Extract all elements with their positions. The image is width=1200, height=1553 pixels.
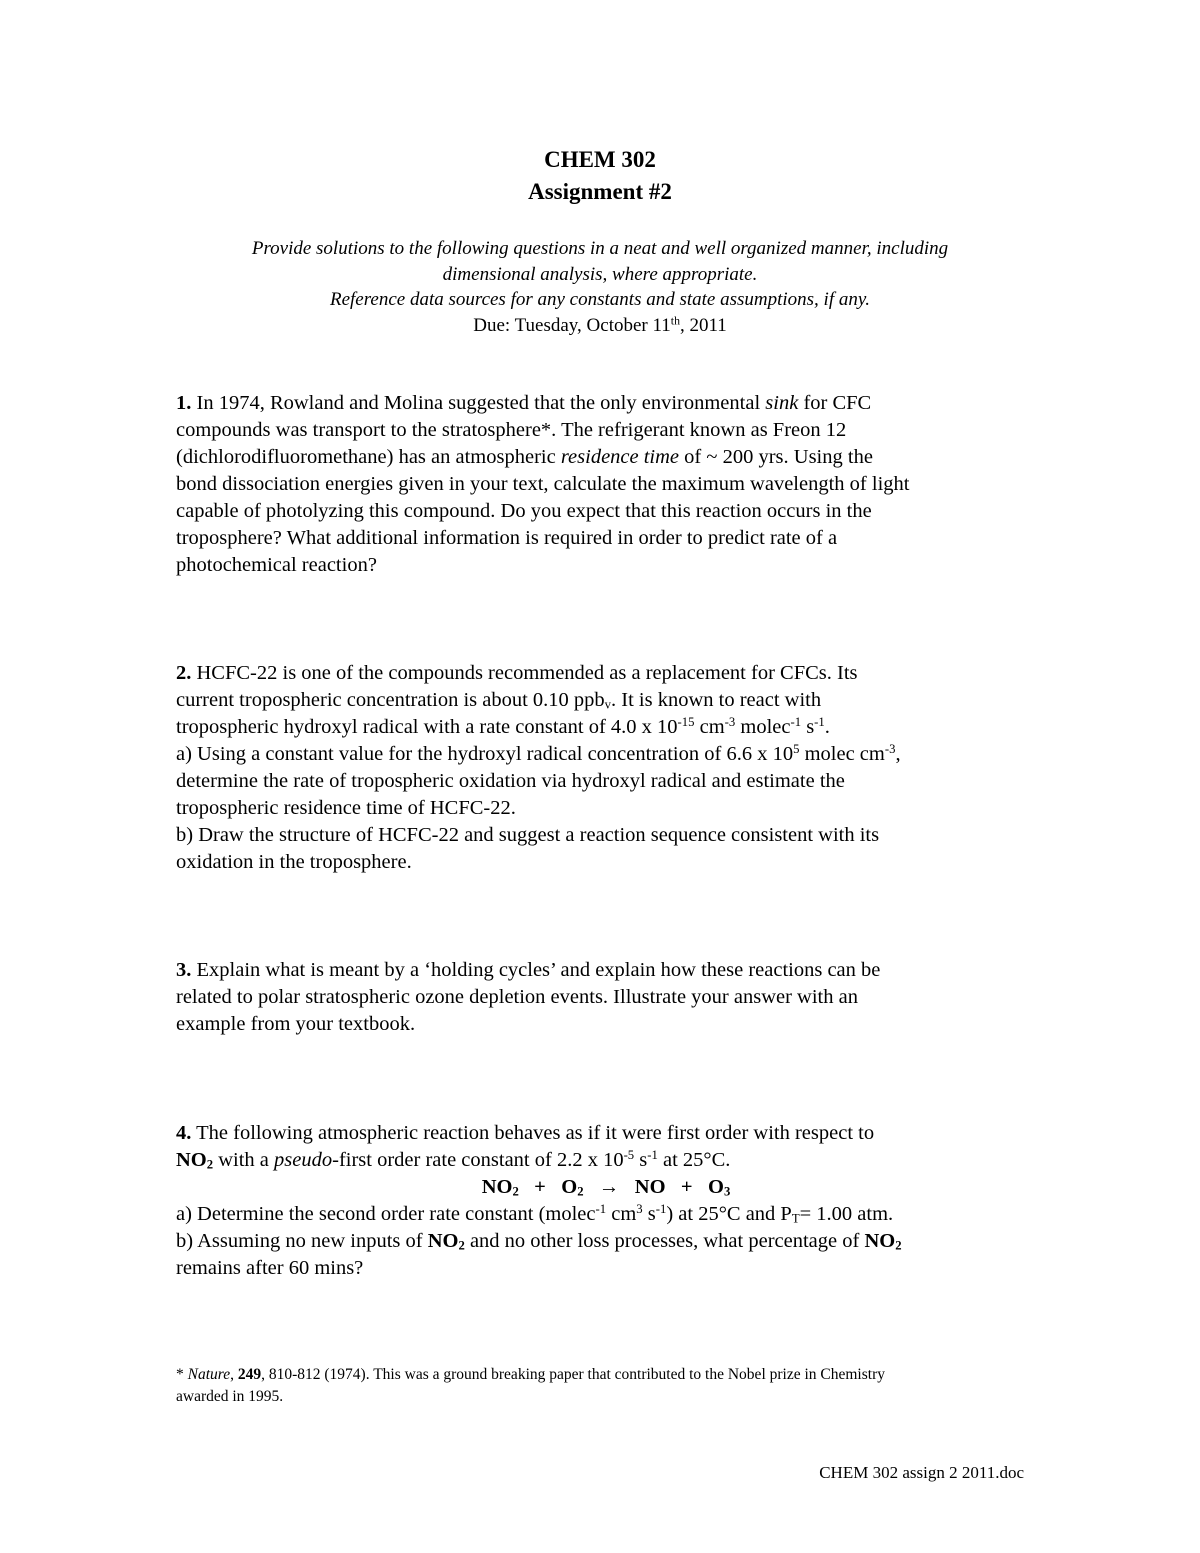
question-1 — [176, 390, 1036, 579]
question-2-line: oxidation in the troposphere. — [176, 851, 412, 873]
due-date-ordinal: th — [670, 314, 680, 328]
question-3-line: related to polar stratospheric ozone depletion events. Illustrate your answer with an — [176, 986, 858, 1008]
question-1-line: troposphere? What additional information is required in order to predict rate of a — [176, 527, 838, 549]
question-1-line: photochemical reaction? — [176, 554, 377, 576]
formula-no2: NO — [176, 1149, 207, 1171]
text: and no other loss processes, what percentage of — [464, 1230, 865, 1252]
question-2-line — [176, 741, 1036, 768]
question-2-line: determine the rate of tropospheric oxidation via hydroxyl radical and estimate the — [176, 770, 845, 792]
question-1-line — [176, 444, 1036, 471]
text: molec cm — [799, 743, 885, 765]
superscript: -3 — [884, 742, 896, 757]
question-4-line — [176, 1147, 1036, 1174]
text: tropospheric hydroxyl radical with a rate constant of 4.0 x 10 — [176, 716, 678, 738]
plus-sign: + — [665, 1176, 708, 1198]
superscript: -1 — [647, 1148, 658, 1163]
instructions — [150, 236, 1050, 338]
subscript: 2 — [458, 1238, 465, 1253]
question-2-line — [176, 660, 1036, 687]
product-no: NO — [634, 1176, 666, 1198]
question-number: 1. — [176, 392, 192, 414]
text: b) Assuming no new inputs of — [176, 1230, 428, 1252]
superscript: -1 — [814, 715, 825, 730]
subscript: T — [791, 1211, 800, 1226]
formula-no2: NO — [427, 1230, 459, 1252]
text: s — [642, 1203, 656, 1225]
question-2-line — [176, 687, 1036, 714]
subscript: v — [604, 697, 612, 712]
question-3 — [176, 957, 1036, 1038]
question-number: 2. — [176, 662, 192, 684]
text: of ~ 200 yrs. Using the — [679, 446, 873, 468]
question-3-line: example from your textbook. — [176, 1013, 416, 1035]
instructions-line-2: dimensional analysis, where appropriate. — [442, 263, 758, 285]
text: HCFC-22 is one of the compounds recommended as a replacement for CFCs. Its — [191, 662, 858, 684]
question-1-line — [176, 390, 1036, 417]
reactant-o2: O — [561, 1176, 578, 1198]
text: molec — [735, 716, 791, 738]
text: a) Using a constant value for the hydroxyl radical concentration of 6.6 x 10 — [176, 743, 794, 765]
question-number: 4. — [176, 1122, 192, 1144]
text: , — [230, 1366, 238, 1383]
question-4-line: remains after 60 mins? — [176, 1257, 364, 1279]
superscript: -15 — [677, 715, 695, 730]
question-2 — [176, 660, 1036, 876]
text: Explain what is meant by a ‘holding cycles’ and explain how these reactions can be — [191, 959, 881, 981]
superscript: -5 — [623, 1148, 635, 1163]
text: (dichlorodifluoromethane) has an atmospheric — [176, 446, 561, 468]
text: s — [634, 1149, 648, 1171]
text: , 810-812 (1974). This was a ground breaking paper that contributed to the Nobel prize in Chemistry — [261, 1366, 885, 1383]
text: The following atmospheric reaction behaves as if it were first order with respect to — [191, 1122, 875, 1144]
emphasis-sink: sink — [765, 392, 799, 414]
due-date-prefix: Due: Tuesday, October 11 — [473, 314, 671, 336]
superscript: -3 — [724, 715, 736, 730]
footnote-journal: Nature — [187, 1366, 231, 1383]
reaction-equation — [176, 1174, 1036, 1201]
question-1-line: bond dissociation energies given in your text, calculate the maximum wavelength of light — [176, 473, 910, 495]
instructions-line-3: Reference data sources for any constants and state assumptions, if any. — [329, 289, 871, 310]
reactant-no2: NO — [481, 1176, 513, 1198]
subscript: 2 — [577, 1184, 584, 1199]
question-1-line: capable of photolyzing this compound. Do you expect that this reaction occurs in the — [176, 500, 872, 522]
question-4-line — [176, 1120, 1036, 1147]
footnote-volume: 249 — [237, 1366, 262, 1383]
text: first order rate constant of 2.2 x 10 — [338, 1149, 624, 1171]
superscript: -1 — [790, 715, 802, 730]
product-o3: O — [707, 1176, 724, 1198]
text: s — [801, 716, 815, 738]
subscript: 3 — [723, 1184, 731, 1199]
question-3-line — [176, 957, 1036, 984]
text: a) Determine the second order rate constant (molec — [176, 1203, 596, 1225]
text: current tropospheric concentration is about 0.10 ppb — [176, 689, 605, 711]
due-date — [150, 313, 1050, 339]
emphasis-pseudo: pseudo- — [274, 1149, 339, 1171]
course-title: CHEM 302 — [544, 147, 656, 172]
assignment-title: Assignment #2 — [528, 179, 672, 204]
text: = 1.00 atm. — [799, 1203, 894, 1225]
footnote-marker: * — [176, 1366, 188, 1383]
reaction-arrow-icon: → — [583, 1176, 635, 1198]
superscript: -1 — [595, 1202, 607, 1217]
formula-no2: NO — [864, 1230, 896, 1252]
text: at 25°C. — [657, 1149, 731, 1171]
text: . — [824, 716, 830, 738]
text: , — [895, 743, 901, 765]
question-4 — [176, 1120, 1036, 1282]
question-number: 3. — [176, 959, 192, 981]
text: cm — [694, 716, 725, 738]
due-date-year: , 2011 — [679, 314, 727, 336]
question-2-line: b) Draw the structure of HCFC-22 and suggest a reaction sequence consistent with its — [176, 824, 880, 846]
question-1-line: compounds was transport to the stratosphere*. The refrigerant known as Freon 12 — [176, 419, 847, 441]
text: awarded in 1995. — [176, 1388, 284, 1405]
question-4-line — [176, 1228, 1036, 1255]
superscript: -1 — [655, 1202, 667, 1217]
page-footer-filename: CHEM 302 assign 2 2011.doc — [819, 1463, 1024, 1482]
text: for CFC — [798, 392, 872, 414]
subscript: 2 — [512, 1184, 519, 1199]
question-2-line — [176, 714, 1036, 741]
text: . It is known to react with — [611, 689, 822, 711]
text: ) at 25°C and P — [666, 1203, 792, 1225]
superscript: 5 — [793, 742, 800, 757]
text: with a — [213, 1149, 275, 1171]
instructions-line-1: Provide solutions to the following questions in a neat and well organized manner, including — [251, 238, 949, 259]
question-2-line: tropospheric residence time of HCFC-22. — [176, 797, 516, 819]
emphasis-residence-time: residence time — [560, 446, 680, 468]
footnote — [176, 1364, 1036, 1408]
superscript: 3 — [636, 1202, 643, 1217]
text: In 1974, Rowland and Molina suggested that the only environmental — [191, 392, 766, 414]
text: cm — [606, 1203, 637, 1225]
plus-sign: + — [518, 1176, 562, 1198]
question-4-line — [176, 1201, 1036, 1228]
subscript: 2 — [895, 1238, 902, 1253]
subscript: 2 — [206, 1157, 214, 1172]
